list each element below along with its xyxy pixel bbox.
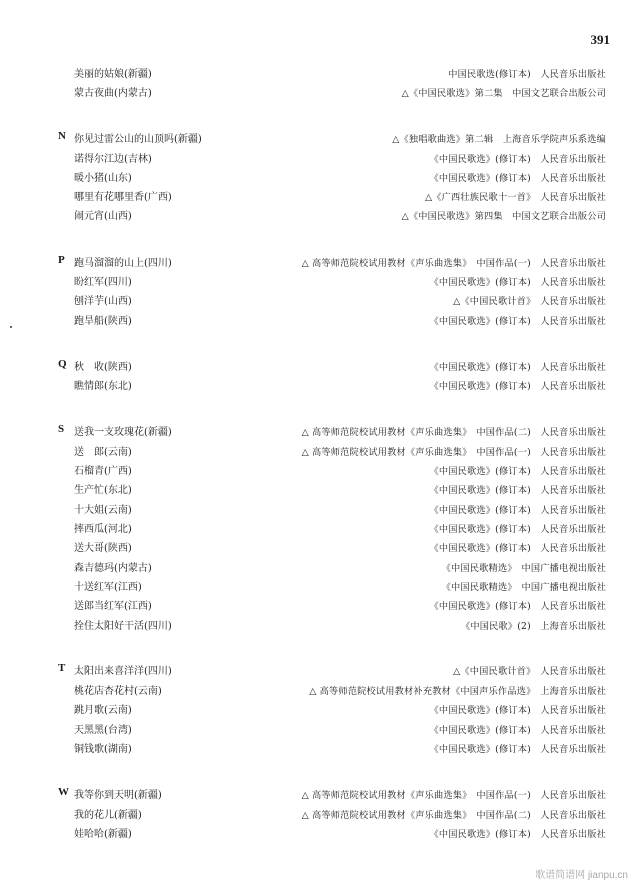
song-title: 美丽的姑娘(新疆) [74,69,152,80]
song-title: 瞧情郎(东北) [74,381,132,392]
song-source: 《中国民歌选》(修订本) 人民音乐出版社 [429,381,606,392]
page-number: 391 [590,32,610,47]
song-title: 送 郎(云南) [74,447,132,458]
song-source: 《中国民歌选》(修订本) 人民音乐出版社 [429,154,606,165]
song-source: 《中国民歌选》(修订本) 人民音乐出版社 [429,505,606,516]
song-source: 《中国民歌选》(修订本) 人民音乐出版社 [429,601,606,612]
song-source: 《中国民歌》(2) 上海音乐出版社 [460,621,606,632]
section-letter: N [58,130,66,142]
song-source: 《中国民歌精选》 中国广播电视出版社 [441,582,606,593]
section-letter: T [58,662,66,674]
song-title: 太阳出来喜洋洋(四川) [74,666,172,677]
song-source: △《中国民歌计首》 人民音乐出版社 [453,666,606,677]
song-title: 娃哈哈(新疆) [74,829,132,840]
song-title: 生产忙(东北) [74,485,132,496]
song-title: 送大哥(陕西) [74,543,132,554]
song-title: 跑马溜溜的山上(四川) [74,258,172,269]
song-source: 《中国民歌选》(修订本) 人民音乐出版社 [429,485,606,496]
song-source: 《中国民歌精选》 中国广播电视出版社 [441,563,606,574]
song-title: 蒙古夜曲(内蒙古) [74,88,152,99]
song-title: 我的花儿(新疆) [74,810,142,821]
song-source: △ 高等师范院校试用教材补充教材《中国声乐作品选》 上海音乐出版社 [309,686,606,697]
song-source: △ 高等师范院校试用教材《声乐曲选集》 中国作品(二) 人民音乐出版社 [301,810,606,821]
margin-mark [10,326,12,328]
song-source: △《中国民歌选》第四集 中国文艺联合出版公司 [401,211,606,222]
song-title: 石榴青(广西) [74,466,132,477]
song-source: △《广西壮族民歌十一首》 人民音乐出版社 [424,192,606,203]
song-source: △《中国民歌选》第二集 中国文艺联合出版公司 [401,88,606,99]
song-title: 天黑黑(台湾) [74,725,132,736]
song-title: 桃花店杏花村(云南) [74,686,162,697]
song-title: 盼红军(四川) [74,277,132,288]
song-title: 铜钱歌(湖南) [74,744,132,755]
song-title: 暖小猪(山东) [74,173,132,184]
watermark: 歌谱简谱网 jianpu.cn [535,870,628,881]
section-letter: P [58,254,65,266]
song-title: 刨洋芋(山西) [74,296,132,307]
song-source: △ 高等师范院校试用教材《声乐曲选集》 中国作品(二) 人民音乐出版社 [301,427,606,438]
song-source: △ 高等师范院校试用教材《声乐曲选集》 中国作品(一) 人民音乐出版社 [301,447,606,458]
song-title: 我等你到天明(新疆) [74,790,162,801]
song-title: 十送红军(江西) [74,582,142,593]
song-source: 《中国民歌选》(修订本) 人民音乐出版社 [429,362,606,373]
song-title: 摔西瓜(河北) [74,524,132,535]
song-title: 拴住太阳好干活(四川) [74,621,172,632]
song-title: 送郎当红军(江西) [74,601,152,612]
song-source: △《独唱歌曲选》第二辑 上海音乐学院声乐系选编 [392,134,606,145]
song-source: 《中国民歌选》(修订本) 人民音乐出版社 [429,829,606,840]
song-source: 《中国民歌选》(修订本) 人民音乐出版社 [429,277,606,288]
song-title: 你见过雷公山的山顶吗(新疆) [74,134,202,145]
song-title: 哪里有花哪里香(广西) [74,192,172,203]
song-source: △《中国民歌计首》 人民音乐出版社 [453,296,606,307]
song-title: 秋 收(陕西) [74,362,132,373]
section-letter: S [58,423,65,435]
song-source: 《中国民歌选》(修订本) 人民音乐出版社 [429,705,606,716]
song-title: 跑旱船(陕西) [74,316,132,327]
song-source: 《中国民歌选》(修订本) 人民音乐出版社 [429,466,606,477]
song-title: 诺得尔江边(吉林) [74,154,152,165]
song-source: 《中国民歌选》(修订本) 人民音乐出版社 [429,725,606,736]
song-source: △ 高等师范院校试用教材《声乐曲选集》 中国作品(一) 人民音乐出版社 [301,258,606,269]
section-letter: Q [58,358,67,370]
song-title: 跳月歌(云南) [74,705,132,716]
song-source: △ 高等师范院校试用教材《声乐曲选集》 中国作品(一) 人民音乐出版社 [301,790,606,801]
song-source: 《中国民歌选》(修订本) 人民音乐出版社 [429,524,606,535]
song-title: 送我一支玫瑰花(新疆) [74,427,172,438]
song-title: 闹元宵(山西) [74,211,132,222]
song-source: 《中国民歌选》(修订本) 人民音乐出版社 [429,316,606,327]
song-source: 《中国民歌选》(修订本) 人民音乐出版社 [429,744,606,755]
song-source: 中国民歌选(修订本) 人民音乐出版社 [448,69,606,80]
song-source: 《中国民歌选》(修订本) 人民音乐出版社 [429,543,606,554]
song-title: 十大姐(云南) [74,505,132,516]
song-title: 森吉德玛(内蒙古) [74,563,152,574]
song-source: 《中国民歌选》(修订本) 人民音乐出版社 [429,173,606,184]
section-letter: W [58,786,69,798]
